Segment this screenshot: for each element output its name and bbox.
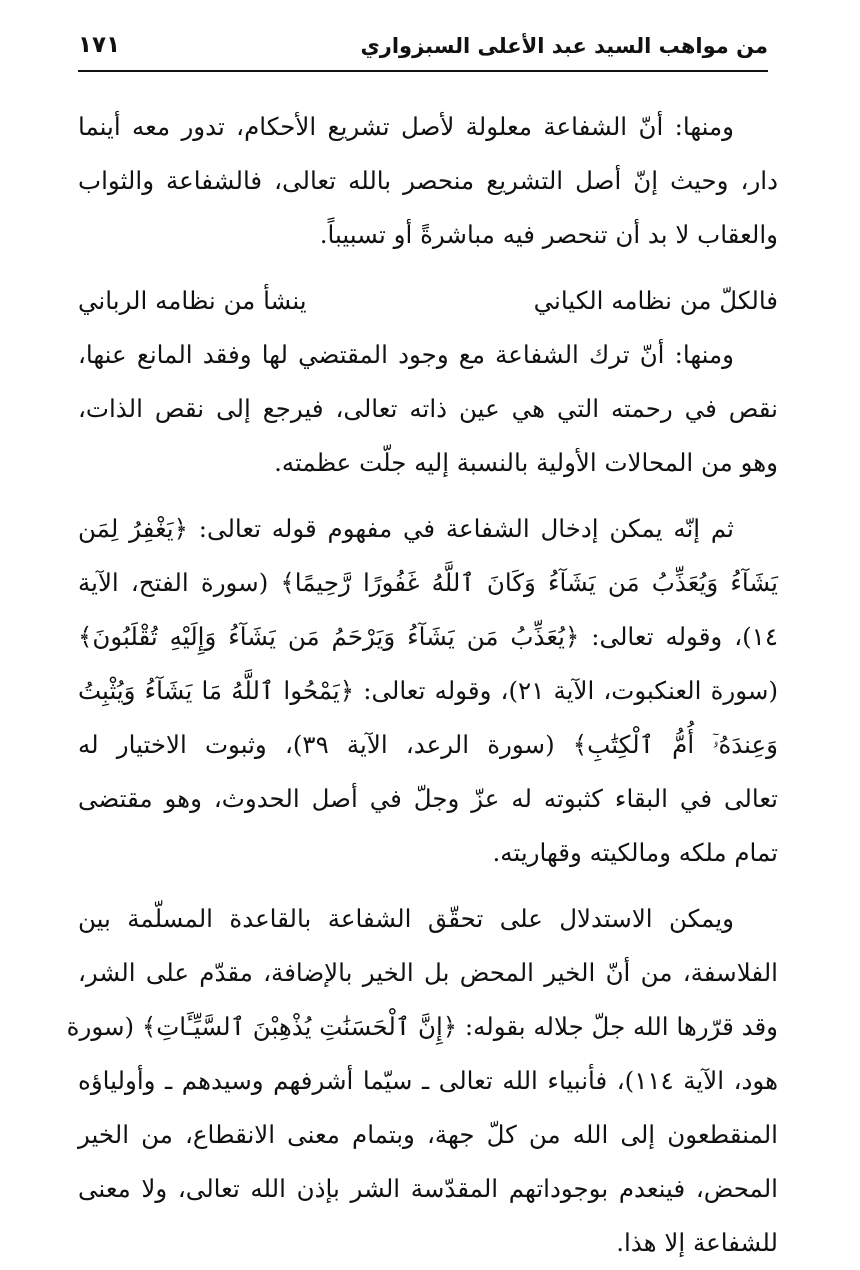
page-body [66, 100, 779, 1270]
text-line: يَشَآءُ وَيُعَذِّبُ مَن يَشَآءُ وَكَانَ ٱللَّهُ غَفُورًا رَّحِيمًا﴾ (سورة الفتح، الآية [78, 568, 778, 597]
poetry-verse [78, 274, 778, 328]
text-line: دار، وحيث إنّ أصل التشريع منحصر بالله تعالى، فالشفاعة والثواب [78, 166, 778, 195]
text-line: الفلاسفة، من أنّ الخير المحض بل الخير بالإضافة، مقدّم على الشر، [78, 958, 778, 987]
text-line: (سورة العنكبوت، الآية ٢١)، وقوله تعالى: ﴿يَمْحُوا ٱللَّهُ مَا يَشَآءُ وَيُثْبِتُ [78, 676, 779, 705]
text-line: وقد قرّرها الله جلّ جلاله بقوله: ﴿إِنَّ ٱلْحَسَنَٰتِ يُذْهِبْنَ ٱلسَّيِّـَٔاتِ﴾ (سورة [66, 1012, 778, 1041]
page-header [78, 30, 768, 72]
text-line: تمام ملكه ومالكيته وقهاريته. [492, 838, 778, 867]
text-line: المنقطعون إلى الله من كلّ جهة، وبتمام معنى الانقطاع، من الخير [78, 1120, 778, 1149]
text-line: ومنها: أنّ الشفاعة معلولة لأصل تشريع الأحكام، تدور معه أينما [78, 112, 734, 141]
text-line: ثم إنّه يمكن إدخال الشفاعة في مفهوم قوله تعالى: ﴿يَغْفِرُ لِمَن [78, 514, 734, 543]
text-line: وَعِندَهُۥٓ أُمُّ ٱلْكِتَٰبِ﴾ (سورة الرعد، الآية ٣٩)، وثبوت الاختيار له [78, 730, 778, 759]
paragraph-3 [78, 502, 778, 880]
text-line: ويمكن الاستدلال على تحقّق الشفاعة بالقاعدة المسلّمة بين [78, 904, 734, 933]
paragraph-1 [78, 100, 778, 262]
paragraph-2 [78, 328, 778, 490]
text-line: ١٤)، وقوله تعالى: ﴿يُعَذِّبُ مَن يَشَآءُ وَيَرْحَمُ مَن يَشَآءُ وَإِلَيْهِ تُقْلَبُونَ﴾ [78, 622, 778, 651]
page-number: ١٧١ [78, 32, 121, 58]
text-line: نقص في رحمته التي هي عين ذاته تعالى، فيرجع إلى نقص الذات، [78, 394, 778, 423]
text-line: هود، الآية ١١٤)، فأنبياء الله تعالى ـ سيّما أشرفهم وسيدهم ـ وأولياؤه [78, 1066, 778, 1095]
text-line: للشفاعة إلا هذا. [616, 1228, 778, 1257]
paragraph-4 [66, 892, 778, 1270]
text-line: وهو من المحالات الأولية بالنسبة إليه جلّت عظمته. [274, 448, 778, 477]
verse-right-hemistich: فالكلّ من نظامه الكياني [533, 286, 778, 315]
text-line: ومنها: أنّ ترك الشفاعة مع وجود المقتضي لها وفقد المانع عنها، [78, 340, 734, 369]
text-line: المحض، فينعدم بوجوداتهم المقدّسة الشر بإذن الله تعالى، ولا معنى [78, 1174, 778, 1203]
text-line: والعقاب لا بد أن تنحصر فيه مباشرةً أو تسبيباً. [319, 220, 778, 249]
text-line: تعالى في البقاء كثبوته له عزّ وجلّ في أصل الحدوث، وهو مقتضى [78, 784, 778, 813]
running-title: من مواهب السيد عبد الأعلى السبزواري [360, 34, 768, 58]
verse-left-hemistich: ينشأ من نظامه الرباني [78, 286, 307, 315]
